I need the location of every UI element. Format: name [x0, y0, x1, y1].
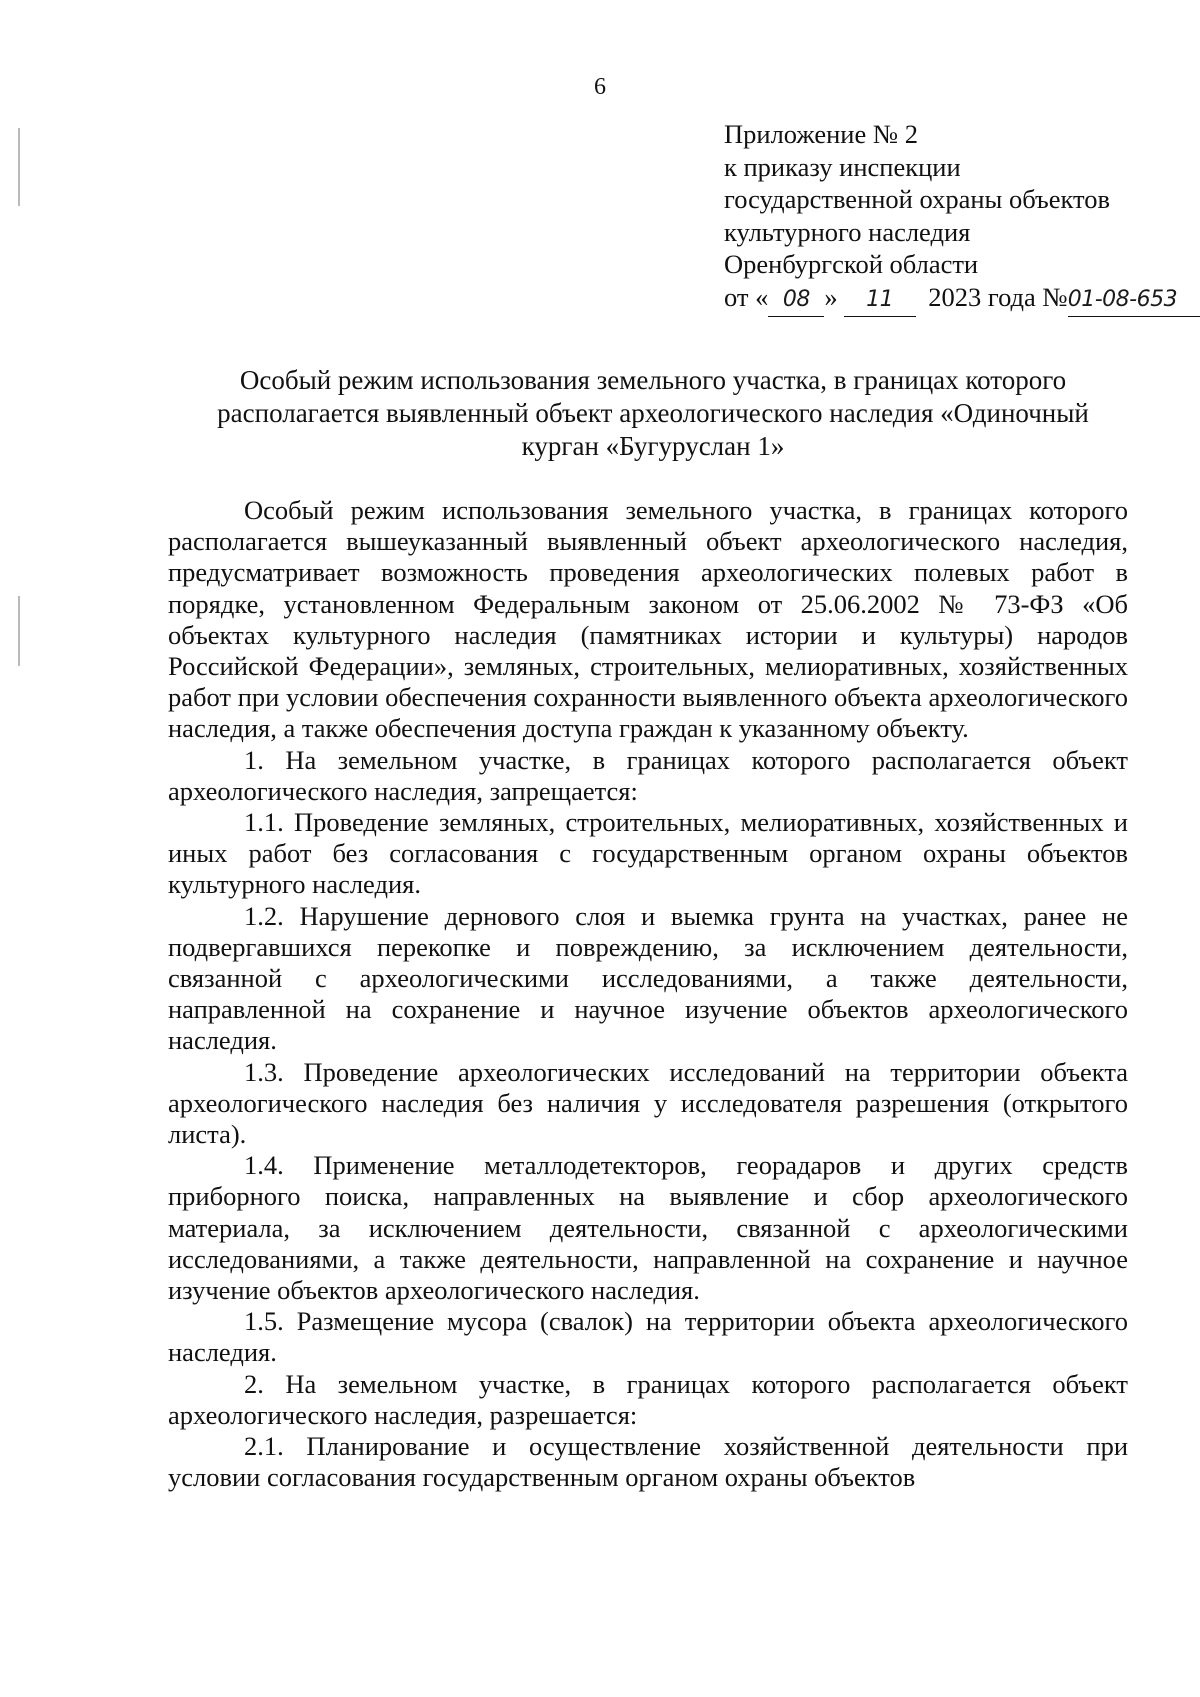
date-month-field — [844, 281, 916, 318]
appendix-date-line — [724, 281, 1194, 318]
date-prefix: от « — [724, 281, 769, 312]
date-quote-close: » — [824, 281, 838, 312]
date-year-text: 2023 года № — [928, 281, 1068, 312]
document-title — [170, 364, 1136, 463]
scan-margin-mark — [18, 128, 20, 206]
appendix-header — [724, 118, 1194, 317]
title-line: Особый режим использования земельного участка, в границах которого — [239, 365, 1067, 395]
clause-1-1: 1.1. Проведение земляных, строительных, мелиоративных, хозяйственных и иных работ без согласования с государственным органом охраны объектов культурного наследия. — [168, 807, 1128, 900]
title-line: располагается выявленный объект археологического наследия «Одиночный — [217, 398, 1089, 428]
date-day-field — [768, 281, 824, 318]
date-month-handwritten: 11 — [866, 286, 894, 312]
clause-1-2: 1.2. Нарушение дернового слоя и выемка грунта на участках, ранее не подвергавшихся перекопке и повреждению, за исключением деятельности, связанной с археологическими исследованиями, а также деятельности, направленной на сохранение и научное изучение объектов археологического наследия. — [168, 900, 1128, 1056]
page-number: 6 — [594, 74, 606, 100]
appendix-title: Приложение № 2 — [724, 119, 919, 149]
scan-margin-mark — [18, 596, 20, 666]
title-line: курган «Бугуруслан 1» — [521, 431, 785, 461]
date-day-handwritten: 08 — [782, 286, 810, 312]
appendix-line: государственной охраны объектов — [724, 184, 1111, 214]
appendix-line: культурного наследия — [724, 216, 971, 247]
clause-1-3: 1.3. Проведение археологических исследований на территории объекта археологического наследия без наличия у исследователя разрешения (открытого листа). — [168, 1056, 1128, 1150]
appendix-line: Оренбургской области — [724, 249, 979, 279]
clause-1: 1. На земельном участке, в границах которого располагается объект археологического наследия, запрещается: — [168, 744, 1128, 806]
order-number-handwritten: 01-08-653 — [1067, 286, 1178, 312]
clause-2-1: 2.1. Планирование и осуществление хозяйственной деятельности при условии согласования государственным органом охраны объектов — [168, 1431, 1128, 1493]
clause-2: 2. На земельном участке, в границах которого располагается объект археологического наследия, разрешается: — [168, 1368, 1128, 1430]
appendix-line: к приказу инспекции — [724, 151, 961, 182]
order-number-field — [1068, 281, 1200, 318]
document-body — [168, 495, 1128, 1494]
clause-1-4: 1.4. Применение металлодетекторов, георадаров и других средств приборного поиска, направленных на выявление и сбор археологического материала, за исключением деятельности, связанной с археологическими исследованиями, а также деятельности, направленной на сохранение и научное изучение объектов археологического наследия. — [168, 1150, 1128, 1306]
clause-1-5: 1.5. Размещение мусора (свалок) на территории объекта археологического наследия. — [168, 1306, 1128, 1368]
intro-paragraph: Особый режим использования земельного участка, в границах которого располагается вышеуказанный выявленный объект археологического наследия, предусматривает возможность проведения археологических полевых работ в порядке, установленном Федеральным законом от 25.06.2002 № 73-ФЗ «Об объектах культурного наследия (памятниках истории и культуры) народов Российской Федерации», земляных, строительных, мелиоративных, хозяйственных работ при условии обеспечения сохранности выявленного объекта археологического наследия, а также обеспечения доступа граждан к указанному объекту. — [168, 495, 1128, 744]
